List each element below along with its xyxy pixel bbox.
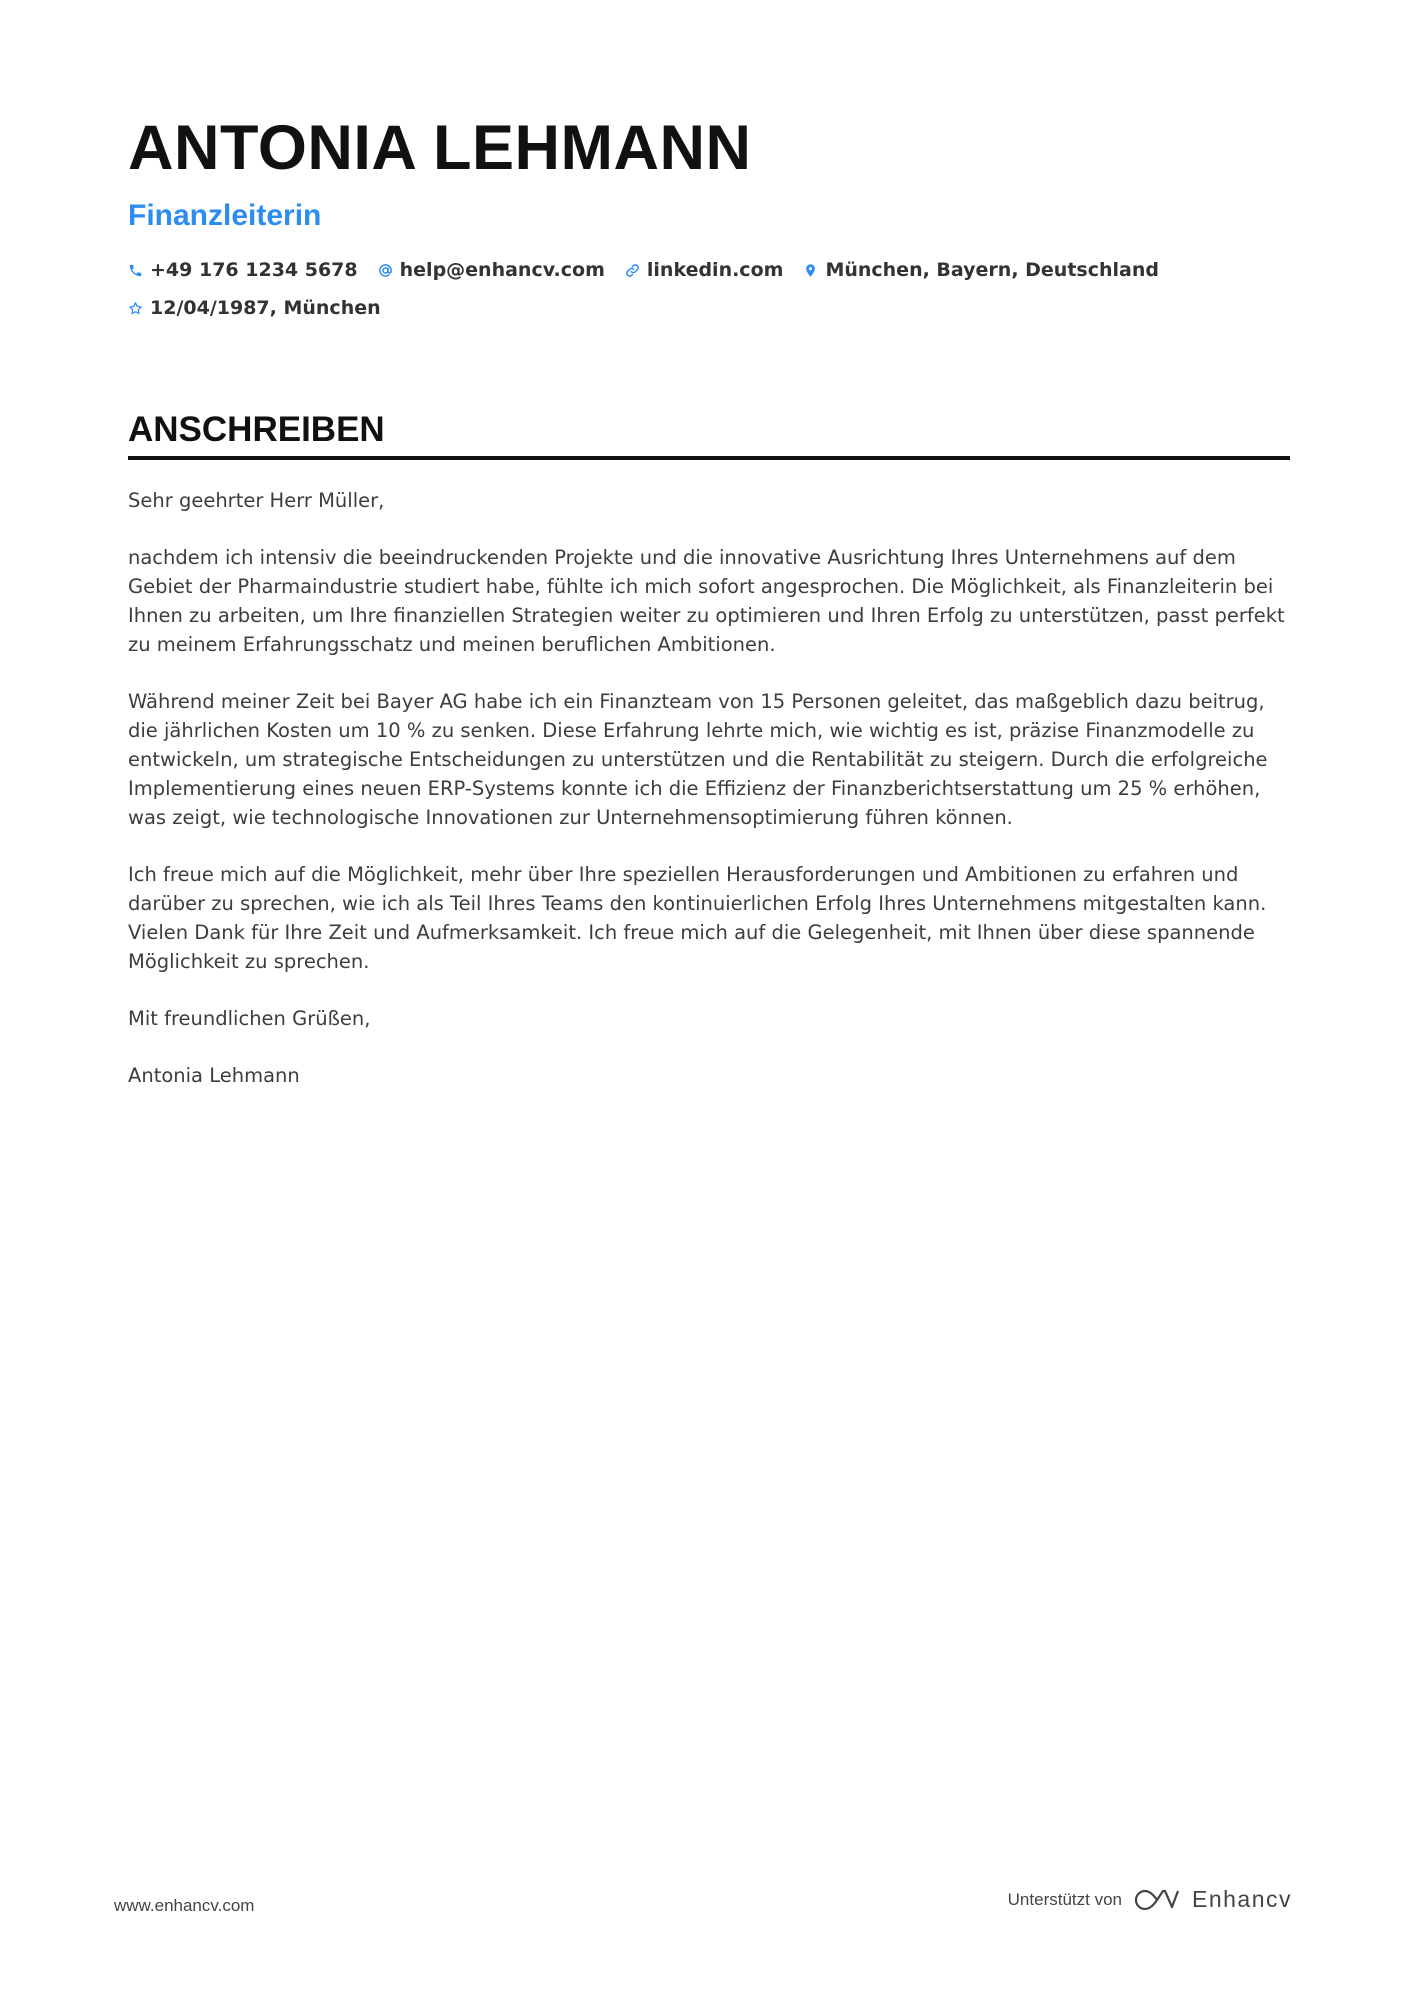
signature: Antonia Lehmann	[128, 1064, 300, 1087]
applicant-name: ANTONIA LEHMANN	[128, 113, 752, 183]
letter-body	[128, 486, 1290, 1090]
linkedin-text: linkedin.com	[646, 259, 784, 281]
brand-name: Enhancv	[1191, 1886, 1292, 1912]
job-title: Finanzleiterin	[128, 199, 322, 232]
letter-paragraph: nachdem ich intensiv die beeindruckenden Projekte und die innovative Ausrichtung Ihres Unternehmens auf dem Gebiet der Pharmaindustrie studiert habe, fühlte ich mich sofort angesprochen. Die Möglichkeit, als Finanzleiterin bei Ihnen zu arbeiten, um Ihre finanziellen Strategien weiter zu optimieren und Ihren Erfolg zu unterstützen, passt perfekt zu meinem Erfahrungsschatz und meinen beruflichen Ambitionen.	[128, 546, 1285, 656]
cover-letter-page	[128, 108, 1290, 1118]
contact-email[interactable]	[378, 259, 605, 281]
powered-by-text: Unterstützt von	[1007, 1889, 1122, 1909]
footer-website[interactable]: www.enhancv.com	[114, 1896, 255, 1915]
contact-row-2	[128, 294, 1290, 322]
birth-text: 12/04/1987, München	[150, 297, 381, 319]
contact-linkedin[interactable]	[625, 259, 784, 281]
contact-birth	[128, 297, 381, 319]
letter-paragraph: Ich freue mich auf die Möglichkeit, mehr über Ihre speziellen Herausforderungen und Ambitionen zu erfahren und darüber zu sprechen, wie ich als Teil Ihres Teams den kontinuierlichen Erfolg Ihres Unternehmens mitgestalten kann. Vielen Dank für Ihre Zeit und Aufmerksamkeit. Ich freue mich auf die Gelegenheit, mit Ihnen über diese spannende Möglichkeit zu sprechen.	[128, 863, 1267, 973]
link-icon	[625, 263, 640, 278]
contact-row	[128, 256, 1290, 284]
star-icon	[128, 301, 143, 316]
location-pin-icon	[803, 263, 818, 278]
closing: Mit freundlichen Grüßen,	[128, 1007, 371, 1030]
email-text: help@enhancv.com	[399, 259, 605, 281]
at-icon	[378, 263, 393, 278]
location-text: München, Bayern, Deutschland	[825, 259, 1159, 281]
contact-phone[interactable]	[128, 259, 358, 281]
footer-branding[interactable]	[1008, 1886, 1292, 1913]
contact-location	[803, 259, 1159, 281]
phone-icon	[128, 263, 143, 278]
section-divider	[128, 456, 1290, 460]
salutation: Sehr geehrter Herr Müller,	[128, 489, 385, 512]
phone-text: +49 176 1234 5678	[150, 259, 358, 281]
section-title: ANSCHREIBEN	[128, 410, 385, 449]
letter-paragraph: Während meiner Zeit bei Bayer AG habe ich ein Finanzteam von 15 Personen geleitet, das maßgeblich dazu beitrug, die jährlichen Kosten um 10 % zu senken. Diese Erfahrung lehrte mich, wie wichtig es ist, präzise Finanzmodelle zu entwickeln, um strategische Entscheidungen zu unterstützen und die Rentabilität zu steigern. Durch die erfolgreiche Implementierung eines neuen ERP-Systems konnte ich die Effizienz der Finanzberichtserstattung um 25 % erhöhen, was zeigt, wie technologische Innovationen zur Unternehmensoptimierung führen können.	[128, 690, 1268, 829]
enhancv-logo-icon	[1134, 1887, 1180, 1913]
